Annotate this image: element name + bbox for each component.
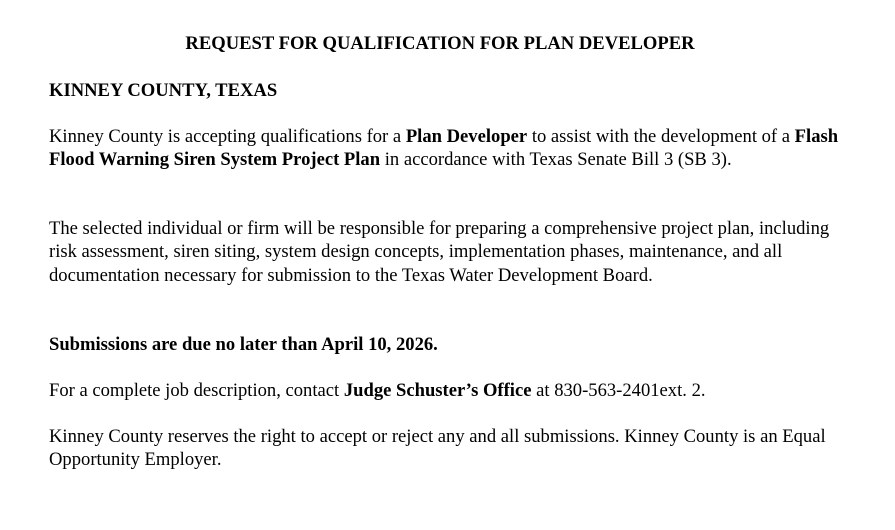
document-title: REQUEST FOR QUALIFICATION FOR PLAN DEVELOPER	[185, 33, 695, 54]
deadline-paragraph: Submissions are due no later than April 10, 2026.	[49, 334, 438, 355]
project-name: Flash Flood Warning Siren System Project Plan	[49, 126, 839, 171]
intro-paragraph	[49, 125, 839, 172]
intro-text-1: Kinney County is accepting qualifications for a	[49, 126, 406, 147]
contact-phone: at 830-563-2401ext. 2.	[531, 380, 706, 401]
intro-text-2: to assist with the development of a	[527, 126, 795, 147]
contact-text-1: For a complete job description, contact	[49, 380, 344, 401]
county-heading: KINNEY COUNTY, TEXAS	[49, 80, 278, 101]
intro-text-3: in accordance with Texas Senate Bill 3 (SB 3).	[380, 149, 732, 171]
role-name: Plan Developer	[405, 126, 528, 147]
disclaimer-paragraph: Kinney County reserves the right to accept or reject any and all submissions. Kinney County is an Equal Opportunity Employer.	[49, 426, 826, 471]
contact-paragraph	[49, 379, 839, 402]
responsibilities-paragraph: The selected individual or firm will be responsible for preparing a comprehensive project plan, including risk assessment, siren siting, system design concepts, implementation phases, maintenance, and all documentation necessary for submission to the Texas Water Development Board.	[49, 218, 830, 286]
contact-office: Judge Schuster’s Office	[343, 380, 532, 401]
